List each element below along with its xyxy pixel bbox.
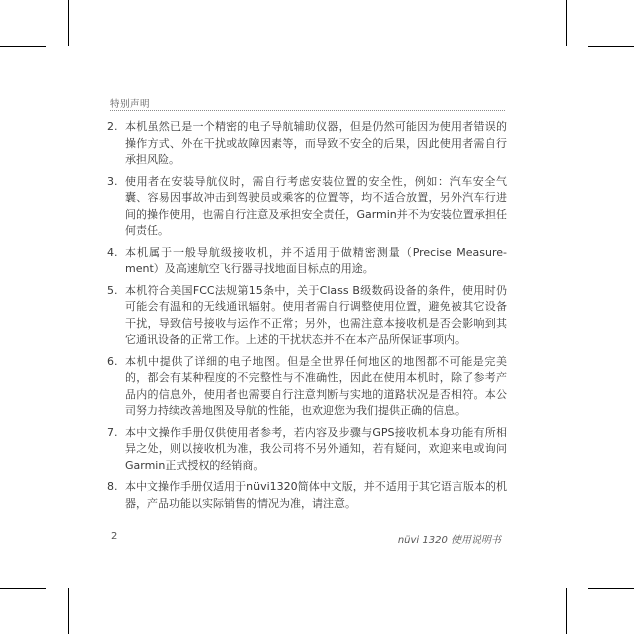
note-number: 2. — [107, 120, 118, 133]
manual-title: nüvi 1320 使用说明书 — [397, 535, 501, 546]
note-item — [107, 119, 507, 169]
crop-mark-bottom-right — [566, 588, 567, 634]
page-number: 2 — [111, 531, 118, 542]
note-item — [107, 283, 507, 349]
header-divider — [110, 110, 505, 111]
crop-mark-bottom-left — [68, 588, 69, 634]
note-item — [107, 479, 507, 512]
crop-mark-top-left-h — [0, 46, 46, 47]
note-text: 本机符合美国FCC法规第15条中，关于Class B级数码设备的条件，使用时仍可能会有温和的无线通讯辐射。使用者需自行调整使用位置，避免被其它设备干扰，导致信号接收与运作不正常；另外，也需注意本接收机是否会影响到其它通讯设备的正常工作。上述的干扰状态并不在本产品所保证事项内。 — [125, 283, 507, 346]
note-text: 本机属于一般导航级接收机，并不适用于做精密测量（Precise Measure-ment）及高速航空飞行器寻找地面目标点的用途。 — [125, 245, 507, 275]
note-number: 3. — [107, 174, 118, 188]
crop-mark-top-left — [68, 0, 69, 46]
note-number: 6. — [107, 354, 118, 368]
crop-mark-bottom-right-h — [588, 588, 634, 589]
note-text: 本中文操作手册仅适用于nüvi1320简体中文版，并不适用于其它语言版本的机器，产品功能以实际销售的情况为准，请注意。 — [125, 480, 507, 510]
note-number: 5. — [107, 283, 118, 297]
note-item — [107, 245, 507, 278]
note-text: 使用者在安装导航仪时，需自行考虑安装位置的安全性，例如：汽车安全气囊、容易因事故冲击到驾驶员或乘客的位置等，均不适合放置，另外汽车行进间的操作使用，也需自行注意及承担安全责任，Garmin并不为安装位置承担任何责任。 — [125, 174, 507, 237]
note-number: 7. — [107, 425, 118, 439]
note-number: 4. — [107, 245, 118, 259]
section-title: 特别声明 — [110, 99, 151, 110]
notes-list — [107, 119, 507, 517]
crop-mark-bottom-left-h — [0, 588, 46, 589]
note-item — [107, 174, 507, 240]
note-text: 本机中提供了详细的电子地图。但是全世界任何地区的地图都不可能是完美的，都会有某种程度的不完整性与不准确性，因此在使用本机时，除了参考产品内的信息外，使用者也需要自行注意判断与实地的道路状况是否相符。本公司努力持续改善地图及导航的性能，也欢迎您为我们提供正确的信息。 — [125, 354, 507, 417]
note-number: 8. — [107, 480, 118, 493]
note-text: 本中文操作手册仅供使用者参考，若内容及步骤与GPS接收机本身功能有所相异之处，则以接收机为准，我公司将不另外通知，若有疑问，欢迎来电或询问Garmin正式授权的经销商。 — [125, 425, 507, 472]
crop-mark-top-right-h — [588, 46, 634, 47]
crop-mark-top-right — [566, 0, 567, 46]
note-text: 本机虽然已是一个精密的电子导航辅助仪器，但是仍然可能因为使用者错误的操作方式、外在干扰或故障因素等，而导致不安全的后果，因此使用者需自行承担风险。 — [125, 120, 507, 166]
note-item — [107, 425, 507, 475]
note-item — [107, 354, 507, 420]
